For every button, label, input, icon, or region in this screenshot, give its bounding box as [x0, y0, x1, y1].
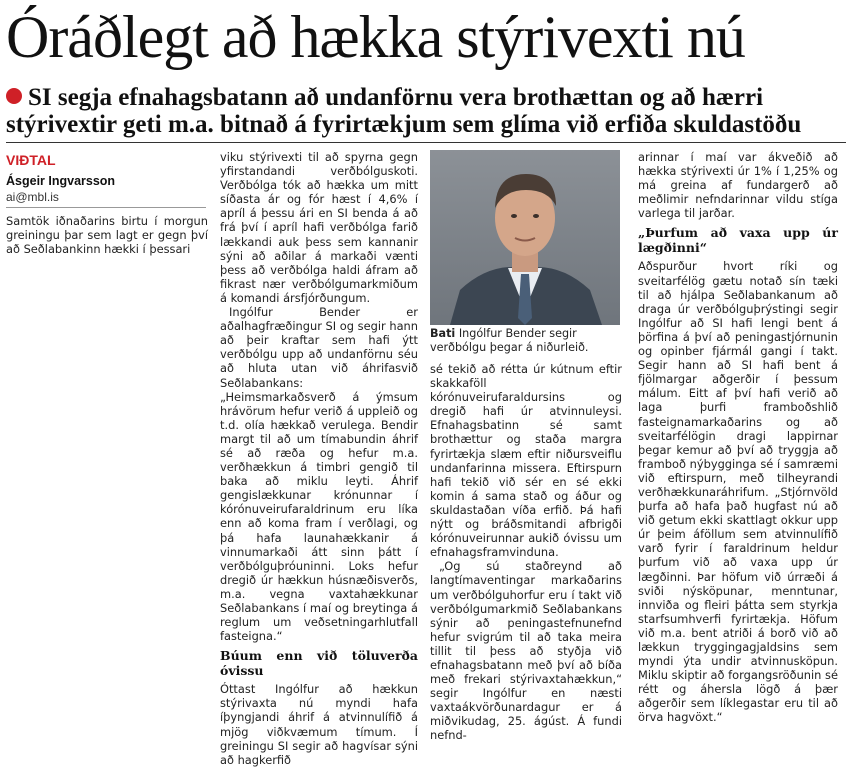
body-paragraph: Aðspurður hvort ríki og sveitarfélög gætu notað sín tæki til að hjálpa Seðlabankanum að draga úr verðbólguþrýstingi segir Ingólfur að SI hafi lengi bent á þörfina á því að peningastjórnunin og opinber fjármál gangi í takt. Segir hann að SI hafi bent á fjölmargar aðgerðir í þessum málum. Eitt af því hafi verið að laga þurfi framboðshlið fasteignamarkaðarins og að sveitarfélögin dragi lappirnar þegar kemur að því að tryggja að framboð nýbygginga sé í samræmi við eftirspurn, með tilheyrandi verðhækkunaráhrifum. „Stjórnvöld þurfa að hafa það hugfast nú að við getum ekki skattlagt okkur upp úr þeim áföllum sem atvinnulífið varð fyrir í faraldrinum heldur þurfum við að vaxa upp úr lægðinni. Þar höfum við úrræði á sviði nýsköpunar, menntunar, innviða og fleiri þátta sem styrkja starfsumhverfi fyrirtækja. Höfum við m.a. bent atriði á borð við að lækkun tryggingagjaldsins sem myndi ýta undir atvinnusköpun. Miklu skiptir að forgangsröðunin sé rétt og áhersla lögð á þær aðgerðir sem líklegastar eru til að örva hagvöxt.“	[638, 259, 838, 725]
portrait-photo	[430, 150, 620, 325]
body-paragraph: Ingólfur Bender er aðalhagfræðingur SI og segir hann að þeir kraftar sem hafi ýtt verðbólgu upp að undanförnu séu að hluta utan við áhrifasvið Seðlabankans: „Heimsmarkaðsverð á ýmsum hrávörum hefur verið á uppleið og t.d. olía hækkað verulega. Bendir margt til að um tímabundin áhrif sé að ræða og hefur m.a. verðhækkun á timbri gengið til baka að miklu leyti. Áhrif gengislækkunar krónunnar í kórónuveirufaraldrinum eru líka enn að koma fram í verðlagi, og þá hafa launahækkanir á vinnumarkaði átt sinn þátt í verðbólguþróuninni. Loks hefur dregið úr hækkun húsnæðisverðs, m.a. vegna vaxtahækkunar Seðlabankans í maí og breytinga á reglum um veðsetningarhlutfall fasteigna.“	[220, 305, 418, 644]
body-paragraph: „Og sú staðreynd að langtímaventingar markaðarins um verðbólguhorfur eru í takt við verðbólgumarkmið Seðlabankans sýnir að peningastefnunefnd hefur svigrúm til að taka meira tillit til þess að styðja við efnahagsbatann með því að bíða með frekari stýrivaxtahækkun,“ segir Ingólfur en næsti vaxtaákvörðunardagur er á miðvikudag, 25. ágúst. Á fundi nefnd-	[430, 559, 622, 743]
body-paragraph: arinnar í maí var ákveðið að hækka stýrivexti úr 1% í 1,25% og má greina af fundargerð að meðlimir nefndarinnar vildu stíga varlega til jarðar.	[638, 150, 838, 221]
section-heading: „Þurfum að vaxa upp úr lægðinni“	[638, 225, 838, 256]
article-column-4	[638, 150, 838, 725]
subheadline-text: SI segja efnahagsbatann að undanförnu vera brothættan og að hærri stýrivextir geti m.a. bitnað á fyrirtækjum sem glíma við erfiða skuldastöðu	[6, 84, 802, 138]
author-email: ai@mbl.is	[6, 190, 59, 204]
article-intro-column	[6, 214, 208, 264]
caption-text: Ingólfur Bender segir verðbólgu þegar á niðurleið.	[430, 327, 589, 354]
caption-lead: Bati	[430, 327, 456, 340]
article-column-3	[430, 362, 622, 743]
article-column-2	[220, 150, 418, 767]
author-name: Ásgeir Ingvarsson	[6, 174, 116, 188]
body-paragraph: Óttast Ingólfur að hækkun stýrivaxta nú myndi hafa íþyngjandi áhrif á atvinnulífið á mjög viðkvæmum tímum. Í greiningu SI segir að hagvísar sýni að hagkerfið	[220, 682, 418, 767]
subheadline	[6, 84, 846, 138]
section-label: VIÐTAL	[6, 152, 56, 168]
body-paragraph: viku stýrivexti til að spyrna gegn yfirstandandi verðbólguskoti. Verðbólga tók að hækka um mitt síðasta ár og fór hæst í 4,6% í apríl á þessu ári en SI benda á að frá því í apríl hafi verðbólga farið lækkandi auk þess sem kannanir sýni að aðilar á markaði vænti þess að verðbólga haldi áfram að fikrast nær verðbólgumarkmiðum á komandi ársfjórðungum.	[220, 150, 418, 305]
body-paragraph: sé tekið að rétta úr kútnum eftir skakkaföll kórónuveirufaraldursins og dregið hafi úr atvinnuleysi. Efnahagsbatinn sé samt brothættur og staða margra fyrirtækja slæm eftir niðursveiflu undanfarinna missera. Eftirspurn hafi tekið við sér en sé ekki komin á sama stað og áður og skuldastaðan víða erfið. Þá hafi nýtt og bráðsmitandi afbrigði kórónuveirunnar aukið óvissu um efnahagsframvinduna.	[430, 362, 622, 560]
intro-paragraph: Samtök iðnaðarins birtu í morgun greiningu þar sem lagt er gegn því að Seðlabankinn hækki í þessari	[6, 214, 208, 257]
header-divider	[6, 142, 846, 143]
photo-caption	[430, 327, 620, 355]
portrait-illustration	[430, 150, 620, 325]
section-heading: Búum enn við töluverða óvissu	[220, 648, 418, 679]
author-divider	[6, 207, 206, 208]
bullet-dot-icon	[6, 88, 22, 104]
headline: Óráðlegt að hækka stýrivexti nú	[6, 4, 745, 70]
